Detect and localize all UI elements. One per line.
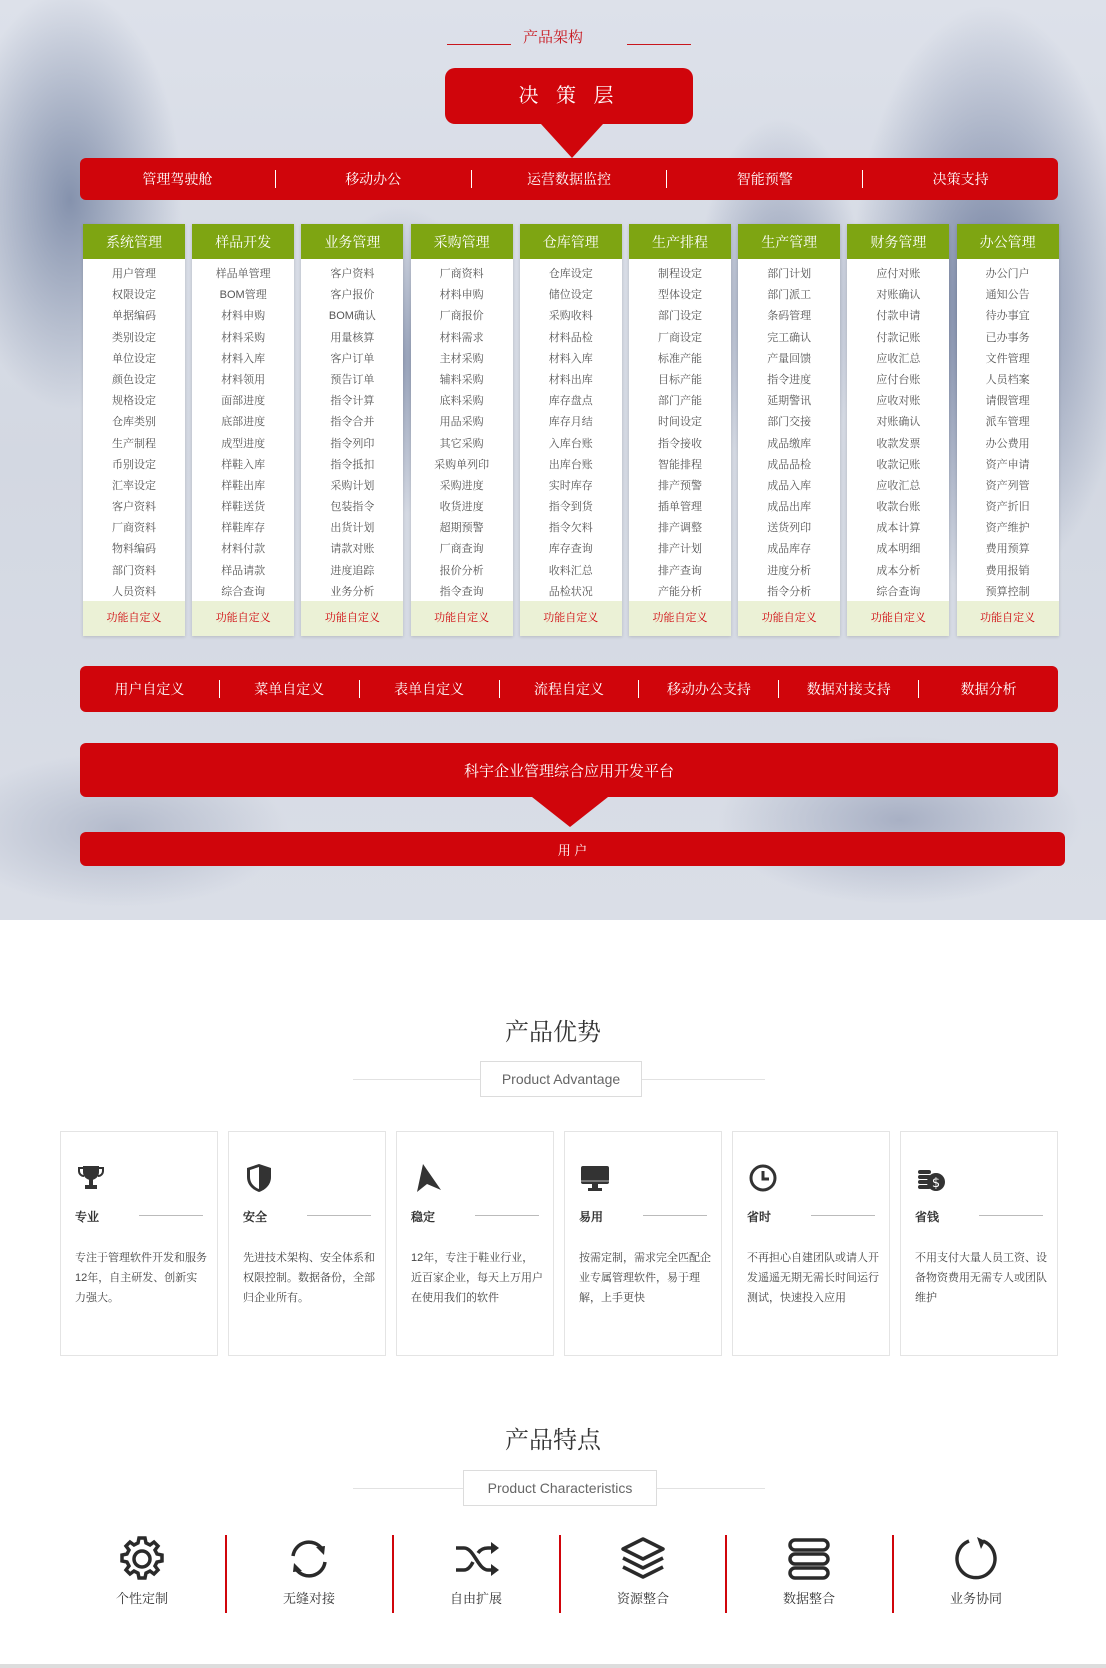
module-item[interactable]: 库存盘点 bbox=[548, 395, 593, 408]
module-item[interactable]: 仓库类别 bbox=[112, 416, 156, 429]
module-item[interactable]: 汇率设定 bbox=[112, 479, 156, 492]
module-item[interactable]: 排产预警 bbox=[658, 479, 702, 492]
module-item[interactable]: 资产申请 bbox=[985, 458, 1030, 471]
module-item[interactable]: 库存月结 bbox=[548, 416, 593, 429]
characteristic-label: 自由扩展 bbox=[449, 1591, 502, 1606]
module-custom-footer[interactable]: 功能自定义 bbox=[957, 601, 1059, 636]
arrow-down-icon bbox=[532, 797, 608, 827]
module-header[interactable]: 业务管理 bbox=[301, 224, 403, 259]
divider bbox=[811, 1215, 875, 1216]
module-item[interactable]: 指令接收 bbox=[658, 437, 702, 450]
module-item[interactable]: 付款申请 bbox=[876, 310, 921, 323]
module-item[interactable]: 规格设定 bbox=[112, 395, 156, 408]
module-item[interactable]: 指令合并 bbox=[330, 416, 375, 429]
arrow-down-icon bbox=[541, 124, 603, 158]
module-column bbox=[738, 224, 840, 636]
module-item[interactable]: 智能排程 bbox=[658, 458, 702, 471]
custom-item[interactable]: 数据对接支持 bbox=[806, 681, 891, 697]
module-item[interactable]: 样鞋送货 bbox=[221, 501, 266, 514]
module-item[interactable]: 派车管理 bbox=[985, 416, 1030, 429]
module-item[interactable]: 型体设定 bbox=[658, 289, 702, 302]
module-header[interactable]: 财务管理 bbox=[847, 224, 949, 259]
shield-icon bbox=[243, 1162, 275, 1194]
module-header[interactable]: 样品开发 bbox=[192, 224, 294, 259]
clock-icon bbox=[747, 1162, 779, 1194]
module-item[interactable]: 材料出库 bbox=[548, 373, 593, 386]
module-item[interactable]: 指令分析 bbox=[767, 585, 812, 598]
module-item[interactable]: 办公门户 bbox=[985, 268, 1030, 280]
module-item[interactable]: 产能分析 bbox=[658, 585, 702, 598]
module-item[interactable]: 成本分析 bbox=[876, 564, 921, 577]
advantage-name: 省时 bbox=[747, 1210, 772, 1224]
module-header[interactable]: 生产排程 bbox=[629, 224, 731, 259]
module-item[interactable]: 进度追踪 bbox=[330, 564, 375, 577]
module-header[interactable]: 办公管理 bbox=[957, 224, 1059, 259]
module-item[interactable]: 用品采购 bbox=[439, 416, 484, 429]
module-column bbox=[520, 224, 622, 636]
module-item[interactable]: 指令抵扣 bbox=[330, 458, 375, 471]
platform-bar bbox=[80, 743, 1058, 797]
module-item[interactable]: 收款记账 bbox=[876, 458, 921, 471]
module-item[interactable]: 物料编码 bbox=[112, 543, 156, 556]
module-item[interactable]: 费用预算 bbox=[985, 543, 1030, 556]
module-item[interactable]: 成品品检 bbox=[767, 458, 812, 471]
module-item[interactable]: 品检状况 bbox=[548, 585, 593, 598]
module-item[interactable]: 资产列管 bbox=[985, 479, 1030, 492]
characteristic-item bbox=[560, 1532, 726, 1612]
module-item[interactable]: 材料付款 bbox=[221, 543, 266, 556]
advantage-card bbox=[564, 1131, 722, 1356]
module-item[interactable]: 办公费用 bbox=[985, 437, 1030, 450]
module-item[interactable]: 部门计划 bbox=[767, 268, 812, 280]
module-item[interactable]: 厂商查询 bbox=[439, 543, 484, 556]
module-item[interactable]: 指令查询 bbox=[439, 585, 484, 598]
module-item-list bbox=[83, 259, 185, 603]
module-item[interactable]: 单位设定 bbox=[112, 352, 156, 365]
module-item[interactable]: 样鞋入库 bbox=[221, 458, 266, 471]
module-item[interactable]: 样品单管理 bbox=[215, 268, 271, 280]
module-item[interactable]: 部门资料 bbox=[112, 564, 156, 577]
module-item[interactable]: 送货列印 bbox=[767, 522, 812, 535]
module-column bbox=[83, 224, 185, 636]
module-item[interactable]: 条码管理 bbox=[767, 310, 812, 323]
module-item[interactable]: 单据编码 bbox=[112, 310, 156, 323]
user-label: 用 户 bbox=[557, 842, 588, 858]
monitor-icon bbox=[579, 1162, 611, 1194]
characteristic-label: 数据整合 bbox=[782, 1591, 835, 1606]
module-item[interactable]: 材料需求 bbox=[439, 331, 484, 344]
svg-text:$: $ bbox=[931, 1176, 941, 1191]
coins-icon bbox=[915, 1162, 947, 1194]
module-header[interactable]: 系统管理 bbox=[83, 224, 185, 259]
decision-item[interactable]: 移动办公 bbox=[345, 171, 402, 187]
module-item[interactable]: 成品出库 bbox=[767, 501, 812, 514]
module-item[interactable]: 样鞋出库 bbox=[221, 479, 266, 492]
advantage-card bbox=[396, 1131, 554, 1356]
module-item[interactable]: 应付台账 bbox=[876, 373, 921, 386]
module-item[interactable]: 出货计划 bbox=[330, 522, 375, 535]
module-item[interactable]: 收款发票 bbox=[876, 437, 921, 450]
module-item[interactable]: 付款记账 bbox=[876, 331, 921, 344]
module-item[interactable]: 客户订单 bbox=[330, 352, 375, 365]
module-item[interactable]: 入库台账 bbox=[548, 437, 593, 450]
module-custom-footer[interactable]: 功能自定义 bbox=[520, 601, 622, 636]
module-item[interactable]: 材料采购 bbox=[221, 331, 266, 344]
module-item[interactable]: 业务分析 bbox=[330, 585, 375, 598]
module-item[interactable]: 指令欠料 bbox=[548, 522, 593, 535]
divider bbox=[475, 1215, 539, 1216]
module-item-list bbox=[411, 259, 513, 603]
module-item[interactable]: 颜色设定 bbox=[112, 373, 156, 386]
module-item[interactable]: 指令列印 bbox=[330, 437, 375, 450]
module-item[interactable]: 材料领用 bbox=[221, 373, 266, 386]
module-item[interactable]: 厂商资料 bbox=[112, 522, 156, 535]
module-item[interactable]: 采购进度 bbox=[439, 479, 484, 492]
module-item[interactable]: 费用报销 bbox=[985, 564, 1030, 577]
decision-bar bbox=[80, 158, 1058, 200]
trophy-icon bbox=[75, 1162, 107, 1194]
module-item-list bbox=[957, 259, 1059, 603]
module-item[interactable]: 人员档案 bbox=[985, 373, 1030, 386]
characteristics-subtitle: Product Characteristics bbox=[463, 1470, 657, 1506]
module-item-list bbox=[301, 259, 403, 603]
advantage-desc: 专注于管理软件开发和服务12年，自主研发、创新实力强大。 bbox=[75, 1252, 207, 1304]
custom-item[interactable]: 数据分析 bbox=[960, 681, 1017, 697]
module-item[interactable]: 客户资料 bbox=[330, 268, 375, 280]
module-item-list bbox=[629, 259, 731, 603]
module-column bbox=[957, 224, 1059, 636]
module-custom-footer[interactable]: 功能自定义 bbox=[738, 601, 840, 636]
module-item[interactable]: 已办事务 bbox=[985, 331, 1030, 344]
module-item[interactable]: 待办事宜 bbox=[985, 310, 1030, 323]
characteristic-label: 个性定制 bbox=[115, 1591, 168, 1606]
module-item[interactable]: 底部进度 bbox=[221, 416, 266, 429]
module-column bbox=[847, 224, 949, 636]
module-item[interactable]: 指令到货 bbox=[548, 501, 593, 514]
module-item[interactable]: 成型进度 bbox=[221, 437, 266, 450]
advantage-title: 产品优势 bbox=[505, 1019, 601, 1046]
advantage-card bbox=[732, 1131, 890, 1356]
module-item[interactable]: 部门派工 bbox=[767, 289, 812, 302]
module-item[interactable]: 完工确认 bbox=[767, 331, 812, 344]
module-item[interactable]: 包装指令 bbox=[330, 501, 375, 514]
module-item-list bbox=[192, 259, 294, 603]
footer-divider bbox=[0, 1664, 1106, 1668]
custom-item[interactable]: 移动办公支持 bbox=[666, 681, 751, 697]
module-item[interactable]: 收货进度 bbox=[439, 501, 484, 514]
module-item[interactable]: 预告订单 bbox=[330, 373, 375, 386]
module-item[interactable]: 对账确认 bbox=[876, 416, 921, 429]
module-item[interactable]: 超期预警 bbox=[439, 522, 484, 535]
module-item[interactable]: 应收汇总 bbox=[876, 479, 921, 492]
module-item[interactable]: 排产查询 bbox=[658, 564, 702, 577]
gear-icon bbox=[117, 1534, 167, 1584]
module-item[interactable]: 请款对账 bbox=[330, 543, 375, 556]
architecture-title: 产品架构 bbox=[522, 29, 583, 46]
characteristic-label: 业务协同 bbox=[949, 1591, 1002, 1606]
module-item[interactable]: 目标产能 bbox=[658, 373, 702, 386]
module-item[interactable]: 材料申购 bbox=[439, 289, 484, 302]
module-item[interactable]: 厂商资料 bbox=[439, 268, 484, 280]
module-column bbox=[629, 224, 731, 636]
module-item[interactable]: 厂商报价 bbox=[439, 310, 484, 323]
module-item[interactable]: 对账确认 bbox=[876, 289, 921, 302]
advantage-desc: 不用支付大量人员工资、设备物资费用无需专人或团队维护 bbox=[915, 1252, 1047, 1304]
characteristics-title: 产品特点 bbox=[505, 1427, 601, 1454]
user-bar bbox=[80, 832, 1065, 866]
advantage-name: 易用 bbox=[579, 1210, 604, 1224]
module-item[interactable]: 用量核算 bbox=[330, 331, 375, 344]
advantage-name: 稳定 bbox=[411, 1210, 436, 1224]
advantage-subtitle: Product Advantage bbox=[480, 1061, 642, 1097]
characteristic-item bbox=[393, 1532, 559, 1612]
module-item[interactable]: 材料申购 bbox=[221, 310, 266, 323]
module-item[interactable]: 进度分析 bbox=[767, 564, 812, 577]
module-item[interactable]: 客户报价 bbox=[330, 289, 375, 302]
decision-item[interactable]: 运营数据监控 bbox=[526, 171, 611, 187]
advantage-desc: 12年，专注于鞋业行业，近百家企业，每天上万用户在使用我们的软件 bbox=[411, 1252, 543, 1304]
module-item[interactable]: 通知公告 bbox=[985, 289, 1030, 302]
module-item[interactable]: 综合查询 bbox=[221, 585, 266, 598]
module-item[interactable]: 资产折旧 bbox=[985, 501, 1030, 514]
shuffle-icon bbox=[451, 1534, 501, 1584]
module-item-list bbox=[738, 259, 840, 603]
custom-bar bbox=[80, 666, 1058, 712]
module-item[interactable]: 插单管理 bbox=[658, 501, 702, 514]
characteristic-item bbox=[893, 1532, 1059, 1612]
module-custom-footer[interactable]: 功能自定义 bbox=[83, 601, 185, 636]
module-item[interactable]: 采购单列印 bbox=[434, 458, 490, 471]
advantage-card bbox=[900, 1131, 1058, 1356]
module-item[interactable]: 实时库存 bbox=[548, 479, 593, 492]
module-item[interactable]: 成本计算 bbox=[876, 522, 921, 535]
database-icon bbox=[784, 1534, 834, 1584]
advantage-desc: 不再担心自建团队或请人开发遥遥无期无需长时间运行测试，快速投入应用 bbox=[747, 1252, 879, 1304]
module-item[interactable]: 排产计划 bbox=[658, 543, 702, 556]
module-item[interactable]: 出库台账 bbox=[548, 458, 593, 471]
module-item[interactable]: 指令计算 bbox=[330, 395, 375, 408]
module-item[interactable]: 人员资料 bbox=[112, 585, 156, 598]
module-item[interactable]: 客户资料 bbox=[112, 501, 156, 514]
module-item-list bbox=[520, 259, 622, 603]
custom-item[interactable]: 流程自定义 bbox=[534, 681, 604, 697]
module-item[interactable]: 厂商设定 bbox=[658, 331, 702, 344]
module-item[interactable]: 应付对账 bbox=[876, 268, 921, 280]
module-item[interactable]: 产量回馈 bbox=[767, 352, 812, 365]
module-item[interactable]: 应收对账 bbox=[876, 395, 921, 408]
module-item[interactable]: 采购收料 bbox=[548, 310, 593, 323]
advantage-card bbox=[60, 1131, 218, 1356]
module-item[interactable]: 应收汇总 bbox=[876, 352, 921, 365]
advantage-name: 省钱 bbox=[915, 1210, 940, 1224]
module-item[interactable]: 面部进度 bbox=[221, 395, 266, 408]
module-custom-footer[interactable]: 功能自定义 bbox=[192, 601, 294, 636]
module-item[interactable]: 文件管理 bbox=[985, 352, 1030, 365]
module-item[interactable]: 底料采购 bbox=[439, 395, 484, 408]
custom-item[interactable]: 菜单自定义 bbox=[254, 681, 325, 697]
module-item[interactable]: 生产制程 bbox=[112, 437, 156, 450]
module-item[interactable]: 部门产能 bbox=[658, 395, 702, 408]
module-item[interactable]: 部门交接 bbox=[767, 416, 812, 429]
layers-icon bbox=[618, 1534, 668, 1584]
module-column bbox=[192, 224, 294, 636]
module-item[interactable]: 报价分析 bbox=[439, 564, 484, 577]
module-item[interactable]: 延期警讯 bbox=[767, 395, 812, 408]
module-item[interactable]: 样品请款 bbox=[221, 564, 266, 577]
module-item[interactable]: 币别设定 bbox=[112, 458, 156, 471]
advantage-desc: 先进技术架构、安全体系和权限控制。数据备份，全部归企业所有。 bbox=[243, 1252, 375, 1304]
module-item[interactable]: 仓库设定 bbox=[548, 268, 593, 280]
decision-layer-box: 决 策 层 bbox=[445, 68, 693, 124]
module-custom-footer[interactable]: 功能自定义 bbox=[629, 601, 731, 636]
module-item[interactable]: 辅料采购 bbox=[439, 373, 484, 386]
custom-item[interactable]: 表单自定义 bbox=[394, 681, 465, 697]
module-item[interactable]: 材料品检 bbox=[548, 331, 593, 344]
module-item[interactable]: 成品库存 bbox=[767, 543, 812, 556]
decision-item[interactable]: 决策支持 bbox=[932, 171, 989, 187]
characteristic-item bbox=[726, 1532, 892, 1612]
refresh-icon bbox=[951, 1534, 1001, 1584]
decision-item[interactable]: 管理驾驶舱 bbox=[142, 171, 213, 187]
module-item[interactable]: 收料汇总 bbox=[548, 564, 593, 577]
module-item[interactable]: 部门设定 bbox=[658, 310, 702, 323]
module-item[interactable]: 资产维护 bbox=[985, 522, 1030, 535]
module-item[interactable]: 样鞋库存 bbox=[221, 522, 266, 535]
module-item[interactable]: 材料入库 bbox=[548, 352, 593, 365]
divider bbox=[139, 1215, 203, 1216]
divider bbox=[643, 1215, 707, 1216]
module-item[interactable]: 权限设定 bbox=[112, 289, 156, 302]
module-header[interactable]: 采购管理 bbox=[411, 224, 513, 259]
module-item[interactable]: 采购计划 bbox=[330, 479, 375, 492]
module-item[interactable]: 时间设定 bbox=[658, 416, 702, 429]
module-item[interactable]: 用户管理 bbox=[112, 268, 156, 280]
module-item[interactable]: 收款台账 bbox=[876, 501, 921, 514]
module-item[interactable]: 类别设定 bbox=[112, 331, 156, 344]
title-line-right bbox=[627, 44, 691, 45]
advantage-card bbox=[228, 1131, 386, 1356]
module-item[interactable]: 制程设定 bbox=[658, 268, 702, 280]
module-item[interactable]: 预算控制 bbox=[985, 585, 1030, 598]
module-custom-footer[interactable]: 功能自定义 bbox=[847, 601, 949, 636]
characteristic-item bbox=[226, 1532, 392, 1612]
module-item[interactable]: BOM管理 bbox=[219, 289, 267, 302]
module-item[interactable]: 储位设定 bbox=[548, 289, 593, 302]
module-header[interactable]: 生产管理 bbox=[738, 224, 840, 259]
advantage-name: 专业 bbox=[75, 1210, 100, 1224]
divider bbox=[307, 1215, 371, 1216]
characteristic-item bbox=[59, 1532, 225, 1612]
module-item[interactable]: 指令进度 bbox=[767, 373, 812, 386]
platform-label: 科宇企业管理综合应用开发平台 bbox=[463, 762, 674, 780]
characteristic-label: 无缝对接 bbox=[282, 1591, 335, 1606]
module-column bbox=[411, 224, 513, 636]
module-item[interactable]: 成本明细 bbox=[876, 543, 921, 556]
decision-item[interactable]: 智能预警 bbox=[736, 171, 793, 187]
module-item[interactable]: 综合查询 bbox=[876, 585, 921, 598]
module-item[interactable]: 请假管理 bbox=[985, 395, 1030, 408]
module-item[interactable]: 其它采购 bbox=[439, 437, 484, 450]
module-header[interactable]: 仓库管理 bbox=[520, 224, 622, 259]
advantage-name: 安全 bbox=[243, 1210, 268, 1224]
module-item[interactable]: BOM确认 bbox=[328, 310, 376, 323]
module-item[interactable]: 标准产能 bbox=[658, 352, 702, 365]
module-item[interactable]: 主材采购 bbox=[439, 352, 484, 365]
sync-icon bbox=[284, 1534, 334, 1584]
module-item[interactable]: 成品缴库 bbox=[767, 437, 812, 450]
module-custom-footer[interactable]: 功能自定义 bbox=[411, 601, 513, 636]
triangle-icon bbox=[411, 1162, 443, 1194]
custom-item[interactable]: 用户自定义 bbox=[114, 681, 185, 697]
divider bbox=[979, 1215, 1043, 1216]
characteristic-label: 资源整合 bbox=[616, 1591, 669, 1606]
module-item[interactable]: 材料入库 bbox=[221, 352, 266, 365]
module-item[interactable]: 库存查询 bbox=[548, 543, 593, 556]
module-item-list bbox=[847, 259, 949, 603]
module-columns bbox=[83, 224, 1057, 636]
module-item[interactable]: 排产调整 bbox=[658, 522, 702, 535]
module-item[interactable]: 成品入库 bbox=[767, 479, 812, 492]
module-custom-footer[interactable]: 功能自定义 bbox=[301, 601, 403, 636]
advantage-desc: 按需定制，需求完全匹配企业专属管理软件，易于理解，上手更快 bbox=[579, 1252, 711, 1304]
module-column bbox=[301, 224, 403, 636]
